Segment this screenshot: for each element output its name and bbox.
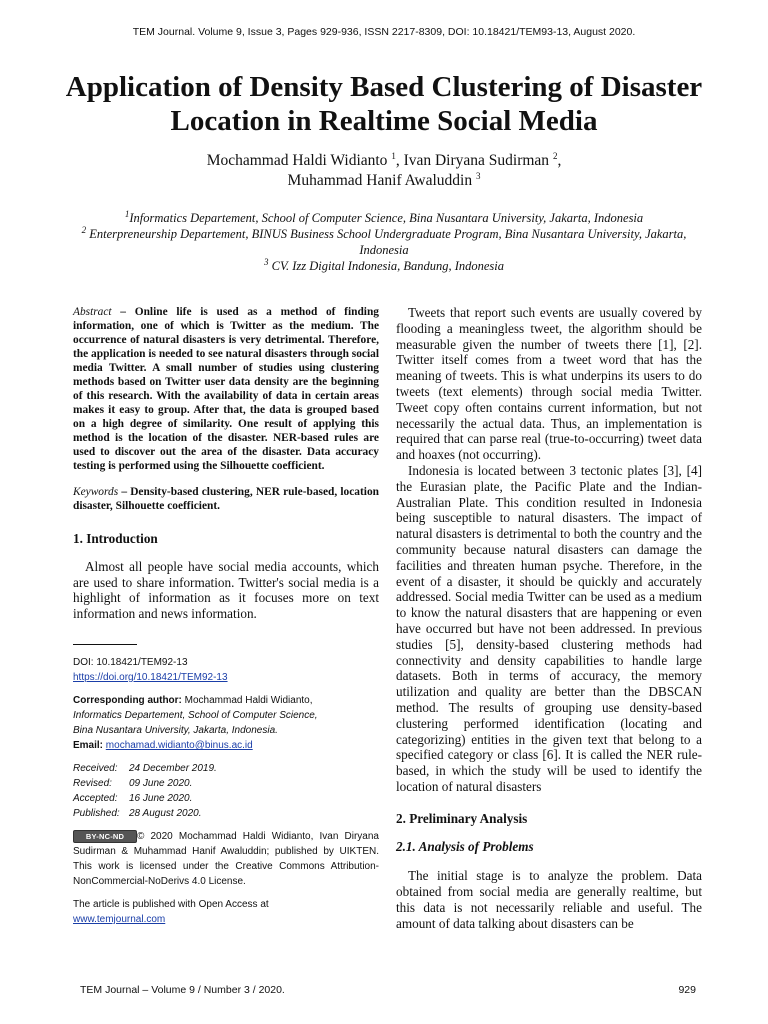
keywords-label: Keywords bbox=[73, 486, 119, 498]
keywords bbox=[73, 485, 379, 513]
affiliation-2 bbox=[60, 226, 708, 258]
date-published-label: Published: bbox=[73, 807, 120, 819]
open-access-text: The article is published with Open Access at bbox=[73, 898, 269, 910]
author-2-sup: 2 bbox=[552, 150, 558, 161]
email-link[interactable]: mochamad.widianto@binus.ac.id bbox=[105, 739, 253, 751]
author-2: , Ivan Diryana Sudirman bbox=[395, 152, 550, 169]
date-accepted-label: Accepted: bbox=[73, 792, 118, 804]
date-published-value: 28 August 2020. bbox=[129, 807, 202, 819]
author-list bbox=[60, 151, 708, 191]
date-accepted-value: 16 June 2020. bbox=[129, 792, 193, 804]
open-access-notice bbox=[73, 897, 379, 927]
affiliation-1-sup: 1 bbox=[124, 208, 130, 219]
section-heading-introduction: 1. Introduction bbox=[73, 531, 158, 546]
right-column bbox=[396, 305, 702, 931]
email-line bbox=[73, 738, 379, 753]
corresponding-author bbox=[73, 693, 379, 708]
affiliation-2-sup: 2 bbox=[81, 224, 87, 235]
affiliation-1 bbox=[60, 210, 708, 226]
author-2-tail: , bbox=[557, 152, 562, 169]
date-received-label: Received: bbox=[73, 762, 118, 774]
email-label: Email: bbox=[73, 739, 104, 751]
journal-website-link[interactable]: www.temjournal.com bbox=[73, 913, 166, 925]
right-paragraph-1: Tweets that report such events are usually covered by flooding a meaningless tweet, the algorithm should be measurable given the number of tweets there [1], [2]. Twitter itself comes from a tweet word that has the meaning of tweets. This is what underpins its users to do tweets (text elements) through social media Twitter. Tweet copy often contains current information, but not necessarily the actual data. Thus, an implementation is required that can parse real (true-to-occurring) tweet data and hoaxes (not occurring). bbox=[396, 305, 702, 463]
intro-paragraph: Almost all people have social media accounts, which are used to share information. Twitter's social media is a highlight of information as it focuses more on text information and news information. bbox=[73, 558, 379, 622]
doi-line: DOI: 10.18421/TEM92-13 bbox=[73, 656, 188, 668]
corresponding-affiliation-1: Informatics Departement, School of Computer Science, bbox=[73, 709, 318, 721]
section-heading-preliminary-analysis: 2. Preliminary Analysis bbox=[396, 810, 528, 826]
abstract bbox=[73, 305, 379, 473]
running-header: TEM Journal. Volume 9, Issue 3, Pages 929-936, ISSN 2217-8309, DOI: 10.18421/TEM93-13, August 2020. bbox=[132, 26, 636, 38]
paper-title: Application of Density Based Clustering of Disaster Location in Realtime Social Media bbox=[65, 71, 703, 137]
author-1-sup: 1 bbox=[391, 150, 396, 161]
affiliation-3 bbox=[60, 258, 708, 274]
author-1: Mochammad Haldi Widianto bbox=[206, 152, 388, 169]
license-notice bbox=[73, 829, 379, 889]
subsection-heading-analysis-of-problems: 2.1. Analysis of Problems bbox=[396, 838, 534, 854]
left-column bbox=[73, 305, 379, 927]
author-3: Muhammad Hanif Awaluddin bbox=[287, 172, 473, 189]
date-published bbox=[73, 806, 379, 821]
affiliation-3-text: CV. Izz Digital Indonesia, Bandung, Indonesia bbox=[268, 259, 505, 273]
affiliations bbox=[60, 210, 708, 274]
abstract-label: Abstract bbox=[73, 306, 112, 318]
footnote-divider bbox=[73, 644, 137, 645]
footer-journal: TEM Journal – Volume 9 / Number 3 / 2020. bbox=[80, 984, 285, 996]
keywords-text: – Density-based clustering, NER rule-based, location disaster, Silhouette coefficient. bbox=[73, 486, 379, 512]
license-text: © 2020 Mochammad Haldi Widianto, Ivan Diryana Sudirman & Muhammad Hanif Awaluddin; published by UIKTEN. This work is licensed under the Creative Commons Attribution-NonCommercial-NoDerivs 4.0 License. bbox=[73, 830, 379, 887]
date-revised bbox=[73, 776, 379, 791]
affiliation-1-text: Informatics Departement, School of Computer Science, Bina Nusantara University, Jakarta, Indonesia bbox=[129, 211, 644, 225]
doi-link[interactable]: https://doi.org/10.18421/TEM92-13 bbox=[73, 671, 228, 683]
right-paragraph-3: The initial stage is to analyze the problem. Data obtained from social media are generally realtime, but this data is not necessarily reliable and useful. The amount of data talking about disasters can be bbox=[396, 868, 702, 931]
publication-dates bbox=[73, 761, 379, 821]
date-revised-value: 09 June 2020. bbox=[129, 777, 193, 789]
cc-license-badge[interactable]: BY-NC-ND bbox=[73, 830, 137, 843]
affiliation-2-text: Enterpreneurship Departement, BINUS Business School Undergraduate Program, Bina Nusantara University, Jakarta, Indonesia bbox=[86, 227, 687, 257]
right-paragraph-2: Indonesia is located between 3 tectonic plates [3], [4] the Eurasian plate, the Pacific Plate and the Indian-Australian Plate. This condition resulted in Indonesia being susceptible to natural disasters. The impact of natural disasters is detrimental to both the country and the community because natural disasters can damage the facilities and threaten human psyche. Therefore, in the event of a disaster, it should be quickly and accurately addressed. Social media Twitter can be used as a medium to know the natural disasters that are happening or even have occurred but have not been addressed. In previous studies [5], density-based clustering methods had connectivity and density capabilities to handle large datasets. Both in terms of accuracy, the memory utilization and quality are better than the DBSCAN method. The results of grouping use density-based clustering performed identification (locating and categorizing) entities in the given text that belong to a specified category or class [6]. It is called the NER rule-based, in which the study will be used to identify the location of natural disasters bbox=[396, 462, 702, 794]
date-revised-label: Revised: bbox=[73, 777, 112, 789]
page-number: 929 bbox=[678, 984, 696, 996]
corresponding-label: Corresponding author: bbox=[73, 694, 182, 706]
date-accepted bbox=[73, 791, 379, 806]
abstract-text: – Online life is used as a method of finding information, one of which is Twitter as the medium. The occurrence of natural disasters is very detrimental. Therefore, the application is needed to see natural disasters through social media Twitter. A small number of studies using clustering methods based on Twitter user data density are the beginning of this research. With the availability of data in certain areas makes it easy to group. After that, the data is grouped based on a high degree of similarity. One result of applying this method is the location of the disaster. NER-based rules are used to discover out the area of the disaster. Data accuracy testing is performed using the Silhouette coefficient. bbox=[73, 306, 379, 472]
author-3-sup: 3 bbox=[475, 170, 481, 181]
date-received bbox=[73, 761, 379, 776]
corresponding-affiliation-2: Bina Nusantara University, Jakarta, Indonesia. bbox=[73, 724, 278, 736]
corresponding-name: Mochammad Haldi Widianto, bbox=[181, 694, 313, 706]
date-received-value: 24 December 2019. bbox=[129, 762, 217, 774]
affiliation-3-sup: 3 bbox=[263, 256, 269, 267]
